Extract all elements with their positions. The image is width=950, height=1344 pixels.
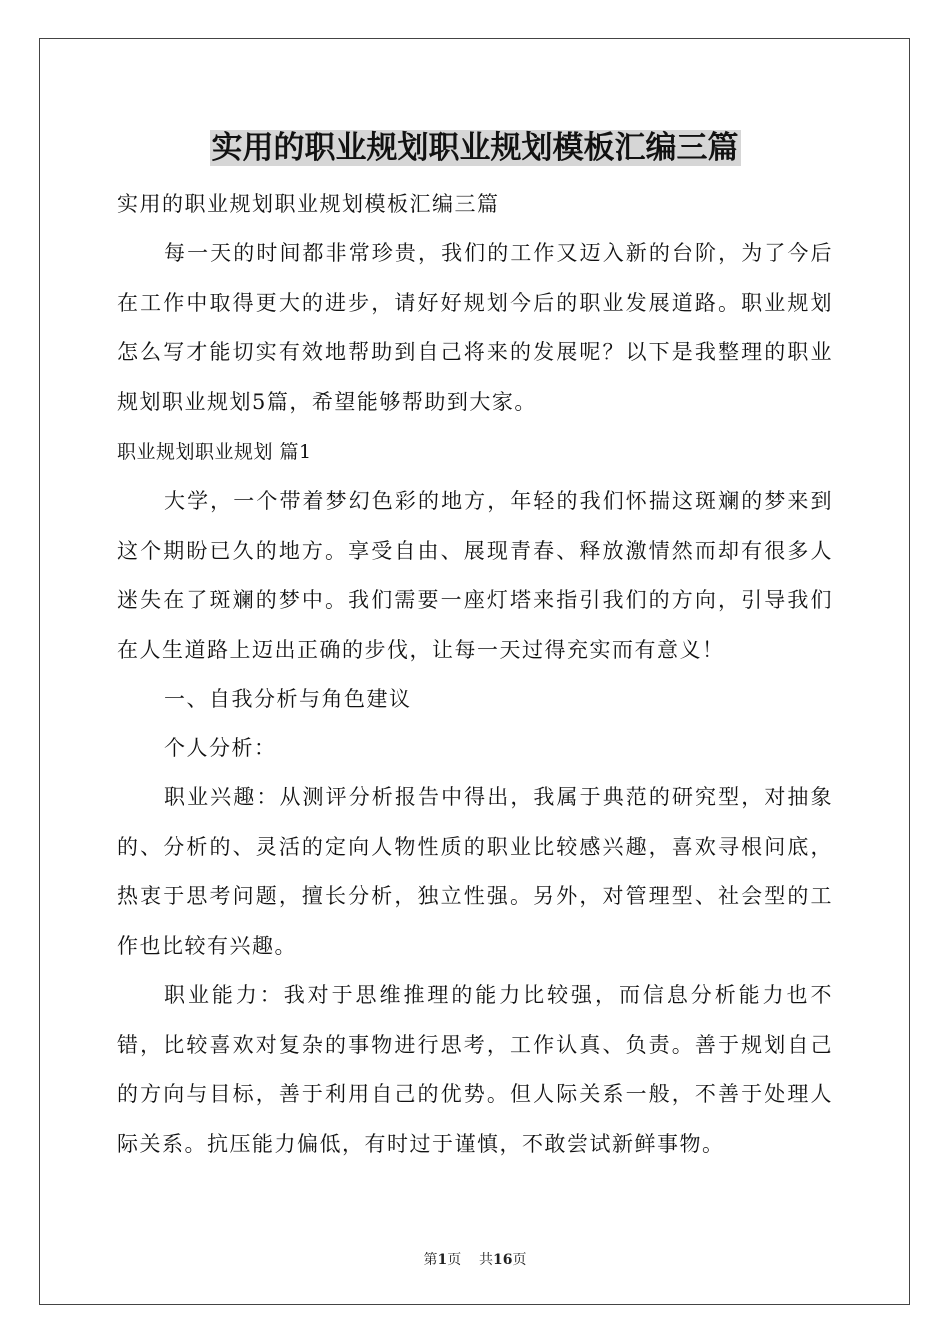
- footer-total-pages: 16: [493, 1252, 513, 1268]
- page-footer: [0, 1251, 950, 1269]
- heading-self-analysis: 一、自我分析与角色建议: [164, 687, 412, 711]
- footer-page-number: 1: [437, 1252, 448, 1268]
- document-title: [0, 126, 950, 170]
- document-subtitle: 实用的职业规划职业规划模板汇编三篇: [117, 192, 500, 216]
- section-heading: 职业规划职业规划 篇1: [117, 441, 312, 463]
- intro-paragraph: 每一天的时间都非常珍贵，我们的工作又迈入新的台阶，为了今后在工作中取得更大的进步，请好好规划今后的职业发展道路。职业规划怎么写才能切实有效地帮助到自己将来的发展呢？以下是我整理的职业规划职业规划5篇，希望能够帮助到大家。: [117, 241, 833, 414]
- paragraph-career-interest: 职业兴趣：从测评分析报告中得出，我属于典范的研究型，对抽象的、分析的、灵活的定向人物性质的职业比较感兴趣，喜欢寻根问底，热衷于思考问题，擅长分析，独立性强。另外，对管理型、社会型的工作也比较有兴趣。: [117, 785, 833, 958]
- paragraph-university: 大学，一个带着梦幻色彩的地方，年轻的我们怀揣这斑斓的梦来到这个期盼已久的地方。享受自由、展现青春、释放激情然而却有很多人迷失在了斑斓的梦中。我们需要一座灯塔来指引我们的方向，引导我们在人生道路上迈出正确的步伐，让每一天过得充实而有意义！: [117, 489, 833, 662]
- heading-personal-analysis: 个人分析：: [164, 736, 277, 760]
- footer-page-suffix: 页: [447, 1252, 462, 1268]
- footer-total-suffix: 页: [512, 1252, 527, 1268]
- footer-total-prefix: 共: [479, 1252, 494, 1268]
- document-title-text: 实用的职业规划职业规划模板汇编三篇: [211, 130, 739, 166]
- paragraph-career-ability: 职业能力：我对于思维推理的能力比较强，而信息分析能力也不错，比较喜欢对复杂的事物进行思考，工作认真、负责。善于规划自己的方向与目标，善于利用自己的优势。但人际关系一般，不善于处理人际关系。抗压能力偏低，有时过于谨慎，不敢尝试新鲜事物。: [117, 983, 833, 1156]
- footer-page-prefix: 第: [423, 1252, 438, 1268]
